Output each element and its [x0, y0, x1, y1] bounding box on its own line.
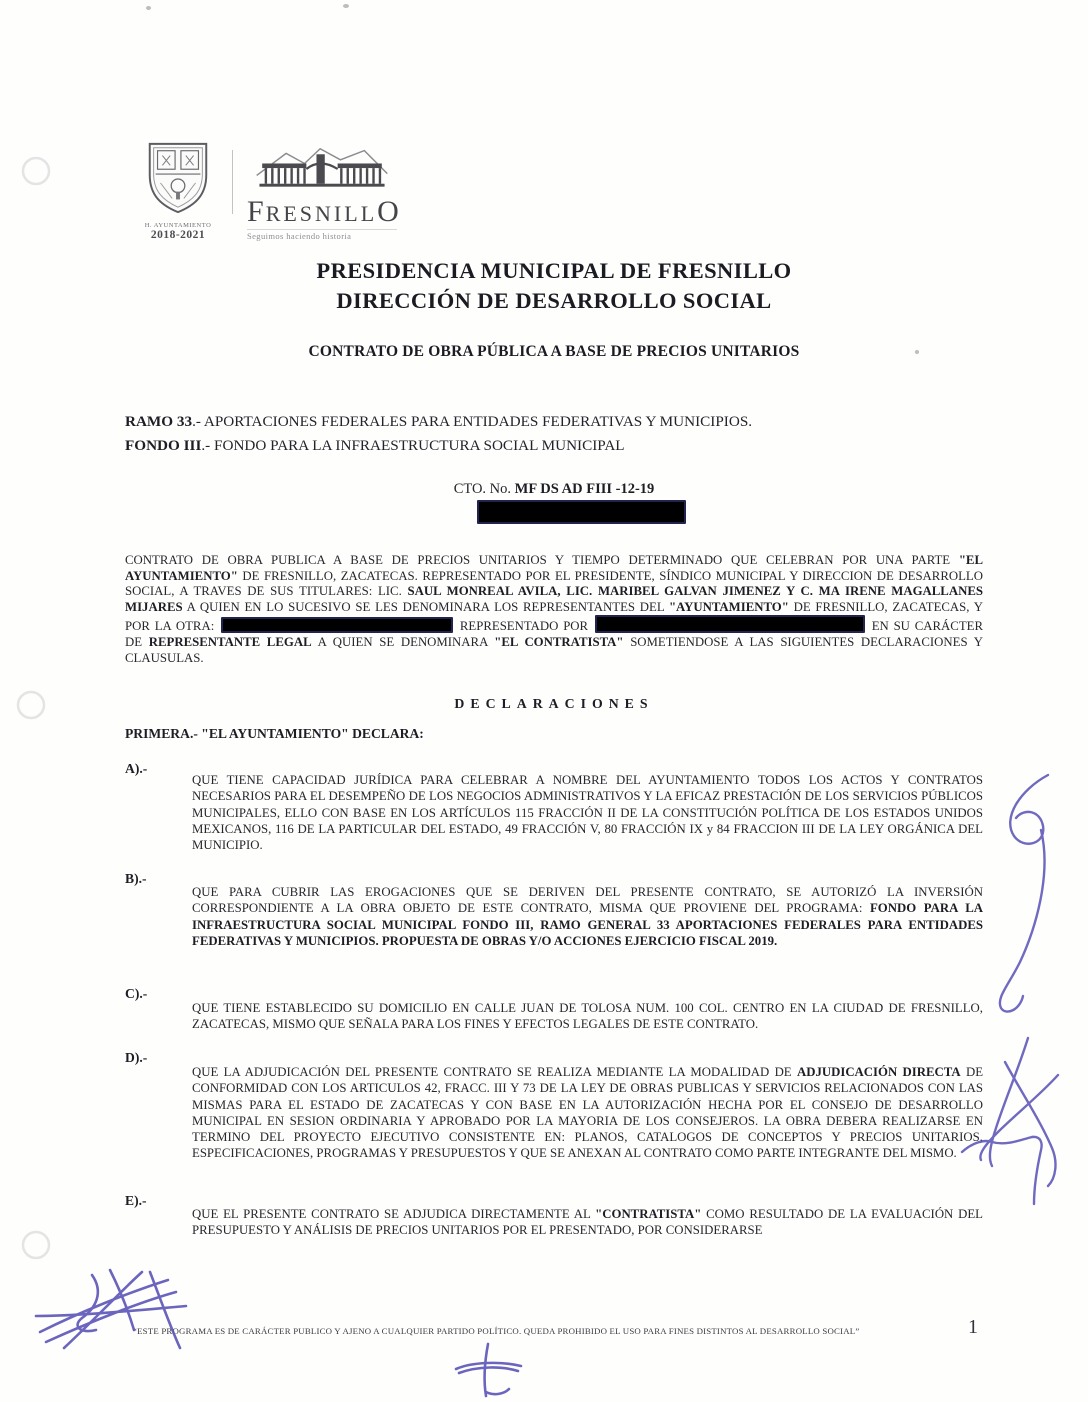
text-run-bold: "CONTRATISTA": [595, 1207, 702, 1221]
ramo-line: [125, 410, 985, 434]
scan-speck: [343, 4, 349, 8]
scan-speck: [146, 6, 151, 10]
clause-c-paragraph: [192, 1000, 983, 1033]
redaction-bar-contractor-name: [477, 500, 686, 524]
text-run: A QUIEN SE DENOMINARA: [311, 635, 495, 650]
text-run: DE FRESNILLO, ZACATECAS, Y POR LA OTRA:: [125, 599, 983, 634]
ramo-label: RAMO 33: [125, 413, 193, 430]
document-title-line2: DIRECCIÓN DE DESARROLLO SOCIAL: [336, 288, 772, 313]
clause-b-paragraph: [192, 884, 983, 949]
ramo-text: .- APORTACIONES FEDERALES PARA ENTIDADES FEDERATIVAS Y MUNICIPIOS.: [192, 413, 753, 430]
text-run: QUE LA ADJUDICACIÓN DEL PRESENTE CONTRATO SE REALIZA MEDIANTE LA MODALIDAD DE: [192, 1065, 797, 1079]
text-run: COMO RESULTADO DE LA EVALUACIÓN DEL PRESUPUESTO Y ANÁLISIS DE PRECIOS UNITARIOS POR EL PRESENTADO, POR CONSIDERARSE: [192, 1207, 983, 1238]
clause-a-label: A).-: [125, 761, 148, 776]
document-title-line1: PRESIDENCIA MUNICIPAL DE FRESNILLO: [316, 258, 792, 283]
signature-margin-flourish: [1000, 775, 1048, 1012]
clause-c-label: C).-: [125, 986, 148, 1001]
contract-number-value: MF DS AD FIII -12-19: [514, 481, 655, 497]
fondo-label: FONDO III: [125, 437, 202, 454]
wordmark-initial: F: [247, 195, 266, 228]
contract-number-label: CTO. No.: [453, 481, 515, 497]
document-subtitle: CONTRATO DE OBRA PÚBLICA A BASE DE PRECIOS UNITARIOS: [308, 343, 800, 360]
text-run-bold: ADJUDICACIÓN DIRECTA: [796, 1065, 961, 1079]
signature-bottom-center: [456, 1344, 521, 1396]
redaction-bar: [221, 617, 453, 633]
clause-d-paragraph: [192, 1064, 983, 1162]
redaction-bar: [595, 615, 865, 633]
footer-disclaimer: “ESTE PROGRAMA ES DE CARÁCTER PUBLICO Y AJENO A CUALQUIER PARTIDO POLÍTICO. QUEDA PROHIBIDO EL USO PARA FINES DISTINTOS AL DESARROLLO SOCIAL”: [133, 1326, 860, 1336]
declaraciones-heading: DECLARACIONES: [454, 696, 654, 711]
clause-e-label: E).-: [125, 1193, 147, 1208]
wordmark-body: RESNILL: [265, 201, 378, 226]
text-run: REPRESENTADO POR: [455, 619, 593, 634]
text-run: A QUIEN EN LO SUCESIVO SE LES DENOMINARA LOS REPRESENTANTES DEL: [182, 599, 669, 614]
clause-a-paragraph: [192, 772, 983, 853]
text-run-bold: "EL AYUNTAMIENTO": [125, 553, 983, 583]
clause-e-paragraph: [192, 1206, 983, 1239]
text-run: QUE EL PRESENTE CONTRATO SE ADJUDICA DIRECTAMENTE AL: [192, 1207, 596, 1221]
header-logos: [132, 140, 462, 240]
fresnillo-tagline: Seguimos haciendo historia: [247, 229, 397, 241]
clause-d-label: D).-: [125, 1050, 148, 1065]
hole-punch-mark: [18, 692, 44, 718]
text-run: QUE TIENE CAPACIDAD JURÍDICA PARA CELEBRAR A NOMBRE DEL AYUNTAMIENTO TODOS LOS ACTOS Y CONTRATOS NECESARIOS PARA EL DESEMPEÑO DE LOS NEGOCIOS ADMINISTRATIVOS Y LA EFICAZ PRESTACIÓN DE LOS SERVICIOS PÚBLICOS MUNICIPALES, ELLO CON BASE EN LOS ARTÍCULOS 115 FRACCIÓN II DE LA CONSTITUCIÓN POLÍTICA DE LOS ESTADOS UNIDOS MEXICANOS, 116 DE LA PARTICULAR DEL ESTADO, 49 FRACCIÓN V, 80 FRACCIÓN IX y 84 FRACCION III DE LA LEY ORGÁNICA DEL MUNICIPIO.: [192, 773, 983, 852]
text-run: QUE TIENE ESTABLECIDO SU DOMICILIO EN CALLE JUAN DE TOLOSA NUM. 100 COL. CENTRO EN LA CIUDAD DE FRESNILLO, ZACATECAS, MISMO QUE SEÑALA PARA LOS FINES Y EFECTOS LEGALES DE ESTE CONTRATO.: [192, 1001, 983, 1032]
text-run: SOMETIENDOSE A LAS SIGUIENTES DECLARACIONES Y CLAUSULAS.: [125, 635, 984, 665]
fondo-line: [125, 434, 985, 458]
signature-bottom-left: [36, 1270, 186, 1348]
page-number: 1: [968, 1316, 978, 1338]
fondo-text: .- FONDO PARA LA INFRAESTRUCTURA SOCIAL MUNICIPAL: [201, 437, 625, 454]
intro-paragraph: [125, 553, 983, 666]
text-run-bold: SAUL MONREAL AVILA, LIC. MARIBEL GALVAN JIMENEZ Y C. MA IRENE MAGALLANES MIJARES: [125, 584, 983, 614]
shield-icon: [143, 140, 213, 216]
hole-punch-mark: [23, 158, 49, 184]
shield-period-label: 2018-2021: [150, 229, 206, 241]
fresnillo-wordmark: [247, 197, 401, 227]
text-run-bold: FONDO PARA LA INFRAESTRUCTURA SOCIAL MUNICIPAL FONDO III, RAMO GENERAL 33 APORTACIONES FEDERALES PARA ENTIDADES FEDERATIVAS Y MUNICIPIOS. PROPUESTA DE OBRAS Y/O ACCIONES EJERCICIO FISCAL 2019.: [192, 901, 983, 948]
mine-headframe-icon: [247, 146, 397, 192]
logo-divider: [232, 150, 233, 214]
text-run-bold: REPRESENTANTE LEGAL: [148, 635, 312, 650]
text-run-bold: "AYUNTAMIENTO": [668, 599, 789, 614]
shield-admin-label: H. AYUNTAMIENTO: [144, 222, 212, 229]
primera-declara-heading: PRIMERA.- "EL AYUNTAMIENTO" DECLARA:: [125, 726, 424, 741]
text-run: CONTRATO DE OBRA PUBLICA A BASE DE PRECIOS UNITARIOS Y TIEMPO DETERMINADO QUE CELEBRAN POR UNA PARTE: [125, 553, 959, 567]
text-run: DE FRESNILLO, ZACATECAS. REPRESENTADO POR EL PRESIDENTE, SÍNDICO MUNICIPAL Y DIRECCION DE DESARROLLO SOCIAL, A TRAVES DE SUS TITULARES: LIC.: [125, 568, 983, 599]
text-run: DE CONFORMIDAD CON LOS ARTICULOS 42, FRACC. III Y 73 DE LA LEY DE OBRAS PUBLICAS Y SERVICIOS RELACIONADOS CON LAS MISMAS PARA EL ESTADO DE ZACATECAS Y CON BASE EN LA AUTORIZACIÓN HECHA POR EL CONSEJO DE DESARROLLO MUNICIPAL EN SESION ORDINARIA Y APROBADO POR LA MAYORIA DE LOS CONSEJEROS. LA OBRA DEBERA REALIZARSE EN TERMINO DEL PROYECTO EJECUTIVO CONSISTENTE EN: PLANOS, CATALOGOS DE CONCEPTOS Y PRECIOS UNITARIOS, ESPECIFICACIONES, PROGRAMAS Y PRESUPUESTOS Y QUE SE ANEXAN AL CONTRATO COMO PARTE INTEGRANTE DEL MISMO.: [192, 1065, 984, 1161]
program-block: [125, 410, 985, 458]
text-run-bold: "EL CONTRATISTA": [494, 635, 624, 650]
municipal-coat-of-arms: [132, 140, 224, 241]
text-run: QUE PARA CUBRIR LAS EROGACIONES QUE SE DERIVEN DEL PRESENTE CONTRATO, SE AUTORIZÓ LA INVERSIÓN CORRESPONDIENTE A LA OBRA OBJETO DE ESTE CONTRATO, MISMA QUE PROVIENE DEL PROGRAMA:: [192, 885, 983, 916]
contract-number-line: [125, 481, 983, 498]
hole-punch-mark: [23, 1232, 49, 1258]
text-run: EN SU CARÁCTER DE: [125, 619, 983, 650]
wordmark-final: O: [377, 195, 401, 228]
clause-b-label: B).-: [125, 871, 147, 886]
fresnillo-logo: [247, 140, 401, 241]
